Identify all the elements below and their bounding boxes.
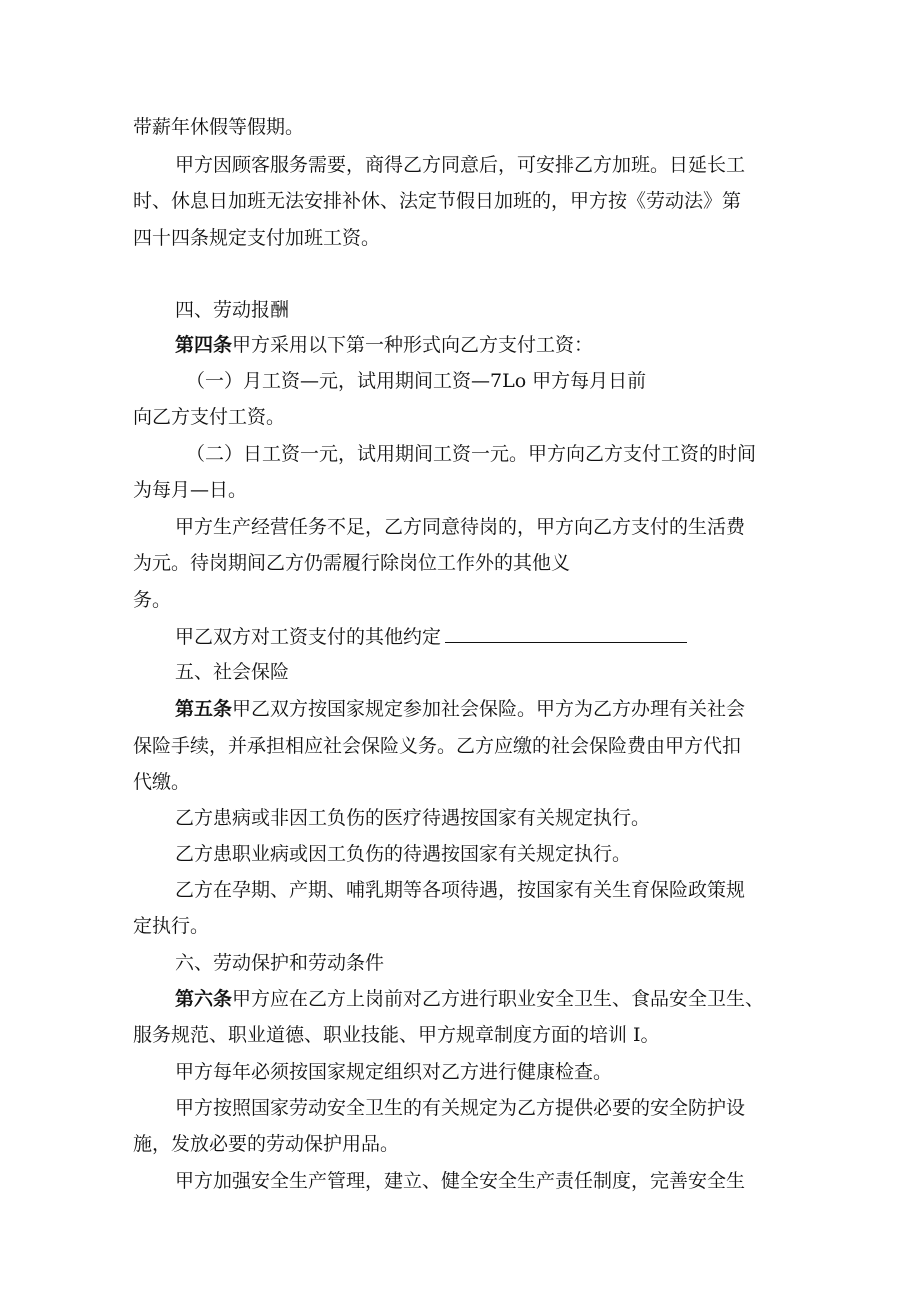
paragraph-line: 代缴。	[133, 771, 191, 793]
paragraph-line: 带薪年休假等假期。	[133, 116, 305, 138]
paragraph-line: 施，发放必要的劳动保护用品。	[133, 1133, 400, 1155]
article-6-text: 甲方应在乙方上岗前对乙方进行职业安全卫生、食品安全卫生、	[232, 988, 765, 1010]
article-4-label: 第四条	[175, 334, 233, 356]
paragraph-line: 甲方按照国家劳动安全卫生的有关规定为乙方提供必要的安全防护设	[175, 1097, 746, 1119]
paragraph-line: 定执行。	[133, 915, 210, 937]
article-4-item-2: （二）日工资一元，试用期间工资一元。甲方向乙方支付工资的时间	[186, 443, 757, 465]
article-4-line	[175, 333, 593, 357]
article-5-label: 第五条	[175, 698, 233, 720]
section-heading-6: 六、劳动保护和劳动条件	[175, 952, 385, 974]
other-agreement-label: 甲乙双方对工资支付的其他约定	[175, 626, 442, 648]
paragraph-line: 乙方患职业病或因工负伤的待遇按国家有关规定执行。	[175, 843, 632, 865]
paragraph-line: 甲方每年必须按国家规定组织对乙方进行健康检查。	[175, 1061, 613, 1083]
paragraph-line: 乙方在孕期、产期、哺乳期等各项待遇，按国家有关生育保险政策规	[175, 879, 746, 901]
article-4-item-1-cont: 向乙方支付工资。	[133, 406, 286, 428]
paragraph-line: 服务规范、职业道德、职业技能、甲方规章制度方面的培训 I。	[133, 1024, 660, 1046]
paragraph-line: 为元。待岗期间乙方仍需履行除岗位工作外的其他义	[133, 552, 571, 574]
article-6-label: 第六条	[175, 988, 233, 1010]
paragraph-line: 甲方因顾客服务需要，商得乙方同意后，可安排乙方加班。日延长工	[175, 154, 746, 176]
article-5-line	[175, 697, 745, 721]
article-4-text: 甲方采用以下第一种形式向乙方支付工资：	[232, 334, 594, 356]
paragraph-line: 甲方生产经营任务不足，乙方同意待岗的，甲方向乙方支付的生活费	[175, 516, 746, 538]
section-heading-4: 四、劳动报酬	[175, 299, 290, 321]
fill-in-blank[interactable]	[445, 624, 687, 643]
paragraph-line: 乙方患病或非因工负伤的医疗待遇按国家有关规定执行。	[175, 807, 651, 829]
paragraph-line: 务。	[133, 589, 172, 611]
paragraph-line: 四十四条规定支付加班工资。	[133, 227, 381, 249]
article-4-item-2-cont: 为每月—日。	[133, 479, 248, 501]
paragraph-line: 时、休息日加班无法安排补休、法定节假日加班的，甲方按《劳动法》第	[133, 190, 742, 212]
other-agreement-line	[175, 624, 687, 649]
article-4-item-1: （一）月工资—元，试用期间工资—7Lo 甲方每月日前	[186, 370, 647, 392]
article-6-line	[175, 987, 764, 1011]
section-heading-5: 五、社会保险	[175, 661, 290, 683]
article-5-text: 甲乙双方按国家规定参加社会保险。甲方为乙方办理有关社会	[232, 698, 746, 720]
paragraph-line: 甲方加强安全生产管理，建立、健全安全生产责任制度，完善安全生	[175, 1170, 746, 1192]
paragraph-line: 保险手续，并承担相应社会保险义务。乙方应缴的社会保险费由甲方代扣	[133, 735, 742, 757]
